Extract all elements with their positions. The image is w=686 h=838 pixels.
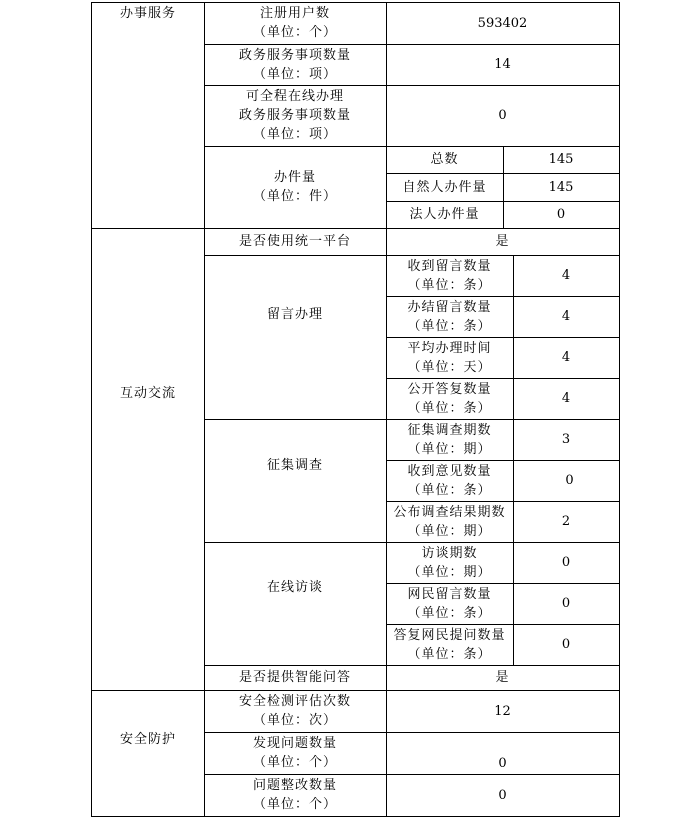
grid-line bbox=[503, 146, 504, 228]
interview-netizen-msgs-value: 0 bbox=[561, 596, 571, 611]
interview-label: 在线访谈 bbox=[266, 580, 323, 595]
smart-qa-value: 是 bbox=[495, 670, 510, 685]
online-items-label: 可全程在线办理 政务服务事项数量 （单位：项） bbox=[238, 89, 351, 142]
grid-line bbox=[386, 624, 620, 625]
grid-line bbox=[204, 44, 620, 45]
grid-line bbox=[386, 460, 620, 461]
grid-line bbox=[204, 2, 205, 816]
messages-public-replies-label: 公开答复数量 （单位：条） bbox=[407, 381, 492, 416]
survey-periods-value: 3 bbox=[561, 432, 571, 447]
gov-items-label: 政务服务事项数量 （单位：项） bbox=[238, 47, 351, 82]
interview-periods-label: 访谈期数 （单位：期） bbox=[407, 545, 492, 580]
section-security: 安全防护 bbox=[119, 732, 176, 747]
grid-line bbox=[204, 732, 620, 733]
survey-opinions-label: 收到意见数量 （单位：条） bbox=[407, 463, 492, 498]
grid-line bbox=[386, 201, 620, 202]
grid-line bbox=[204, 665, 620, 666]
grid-line bbox=[91, 2, 92, 816]
grid-line bbox=[204, 85, 620, 86]
messages-public-replies-value: 4 bbox=[561, 391, 571, 406]
interview-answers-label: 答复网民提问数量 （单位：条） bbox=[393, 627, 506, 662]
grid-line bbox=[619, 2, 620, 816]
interview-answers-value: 0 bbox=[561, 637, 571, 652]
messages-received-value: 4 bbox=[561, 268, 571, 283]
handling-total-value: 145 bbox=[548, 152, 574, 167]
survey-label: 征集调查 bbox=[266, 458, 323, 473]
messages-avg-time-label: 平均办理时间 （单位：天） bbox=[407, 340, 492, 375]
grid-line bbox=[91, 816, 620, 817]
registered-users-label: 注册用户数 （单位：个） bbox=[252, 6, 337, 40]
grid-line bbox=[91, 690, 620, 691]
handling-legal-label: 法人办件量 bbox=[409, 207, 480, 222]
grid-line bbox=[91, 228, 620, 229]
online-items-value: 0 bbox=[498, 108, 507, 123]
survey-results-value: 2 bbox=[561, 514, 571, 529]
handling-label: 办件量 （单位：件） bbox=[252, 170, 337, 204]
grid-line bbox=[386, 2, 387, 816]
messages-received-label: 收到留言数量 （单位：条） bbox=[407, 258, 492, 293]
handling-natural-label: 自然人办件量 bbox=[402, 179, 487, 195]
issues-found-value: 0 bbox=[498, 755, 507, 771]
survey-results-label: 公布调查结果期数 （单位：期） bbox=[393, 504, 506, 539]
grid-line bbox=[386, 501, 620, 502]
handling-legal-value: 0 bbox=[556, 207, 566, 222]
survey-periods-label: 征集调查期数 （单位：期） bbox=[407, 422, 492, 457]
security-checks-label: 安全检测评估次数 （单位：次） bbox=[238, 694, 351, 728]
handling-total-label: 总数 bbox=[430, 152, 459, 167]
grid-line bbox=[386, 583, 620, 584]
issues-fixed-label: 问题整改数量 （单位：个） bbox=[252, 778, 337, 812]
grid-line bbox=[204, 146, 620, 147]
messages-closed-label: 办结留言数量 （单位：条） bbox=[407, 299, 492, 334]
smart-qa-label: 是否提供智能问答 bbox=[238, 670, 351, 685]
grid-line bbox=[386, 378, 620, 379]
grid-line bbox=[386, 296, 620, 297]
survey-opinions-value: 0 bbox=[565, 473, 574, 488]
grid-line bbox=[204, 542, 620, 543]
section-interaction: 互动交流 bbox=[119, 386, 176, 401]
interview-periods-value: 0 bbox=[561, 555, 571, 570]
issues-fixed-value: 0 bbox=[498, 787, 507, 803]
security-checks-value: 12 bbox=[494, 703, 511, 719]
grid-line bbox=[91, 2, 620, 3]
grid-line bbox=[386, 337, 620, 338]
unified-platform-label: 是否使用统一平台 bbox=[238, 234, 351, 249]
registered-users-value: 593402 bbox=[477, 15, 528, 31]
grid-line bbox=[204, 774, 620, 775]
messages-avg-time-value: 4 bbox=[561, 350, 571, 365]
grid-line bbox=[204, 255, 620, 256]
grid-line bbox=[204, 419, 620, 420]
messages-closed-value: 4 bbox=[561, 309, 571, 324]
section-service: 办事服务 bbox=[119, 6, 176, 21]
gov-items-value: 14 bbox=[494, 57, 511, 72]
handling-natural-value: 145 bbox=[548, 179, 574, 195]
grid-line bbox=[386, 173, 620, 174]
messages-label: 留言办理 bbox=[266, 307, 323, 322]
unified-platform-value: 是 bbox=[495, 234, 510, 249]
interview-netizen-msgs-label: 网民留言数量 （单位：条） bbox=[407, 586, 492, 621]
issues-found-label: 发现问题数量 （单位：个） bbox=[252, 736, 337, 770]
